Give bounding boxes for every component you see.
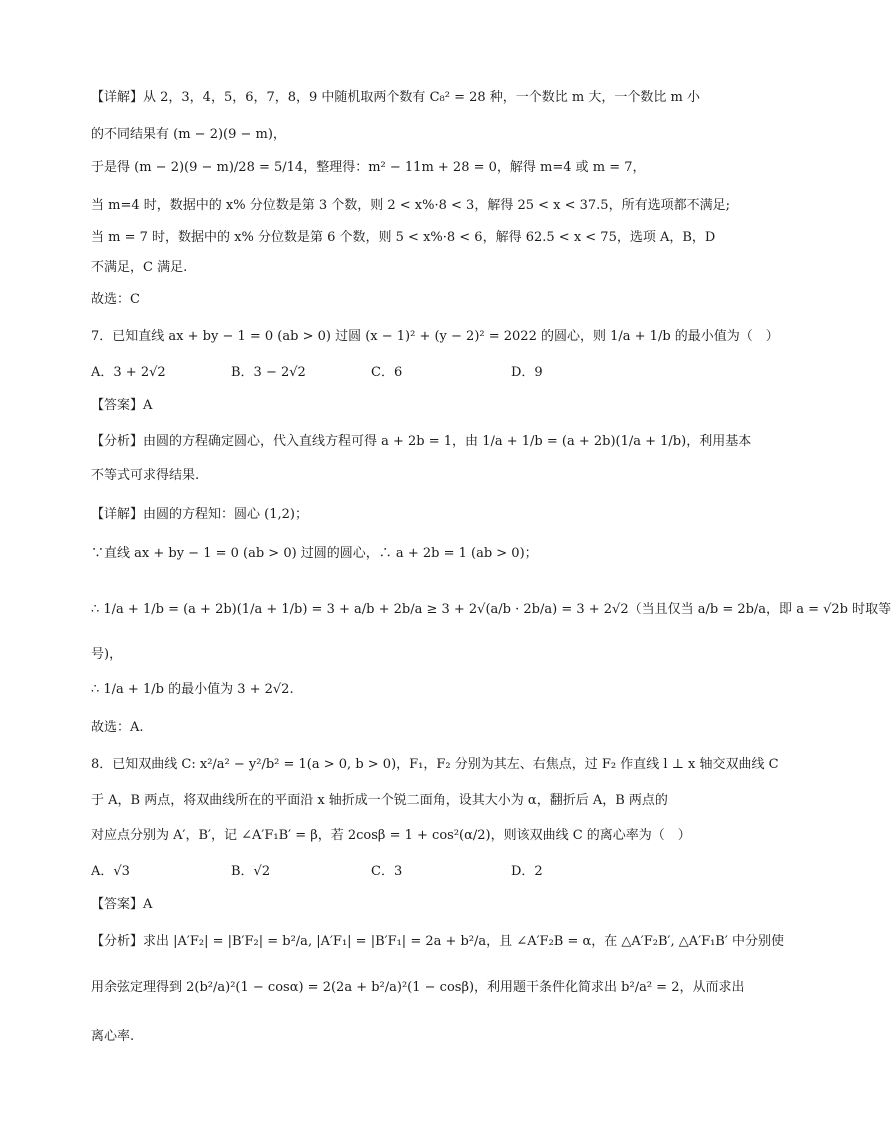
question-7-options xyxy=(91,363,706,383)
q8-option-b: B．√2 xyxy=(231,864,271,879)
q8-analysis-line-3: 离心率. xyxy=(91,1029,135,1044)
q8-option-d: D．2 xyxy=(511,864,543,879)
q8-analysis-line-2: 用余弦定理得到 2(b²/a)²(1 − cosα) = 2(2a + b²/a)²(1 − cosβ)，利用题干条件化简求出 b²/a² = 2，从而求出 xyxy=(91,980,745,995)
q7-detail-line-3: ∴ 1/a + 1/b = (a + 2b)(1/a + 1/b) = 3 + a/b + 2b/a ≥ 3 + 2√(a/b · 2b/a) = 3 + 2√2（当且仅当 a/b = 2b/a，即 a = √2b 时取等 xyxy=(91,602,891,617)
q8-answer: 【答案】A xyxy=(91,897,153,912)
solution-detail-line-2: 的不同结果有 (m − 2)(9 − m)， xyxy=(91,127,286,142)
question-8-stem-line-3: 对应点分别为 A′，B′，记 ∠A′F₁B′ = β，若 2cosβ = 1 + cos²(α/2)，则该双曲线 C 的离心率为（ ） xyxy=(91,828,691,843)
q7-analysis-line-2: 不等式可求得结果. xyxy=(91,468,200,483)
q7-detail-line-2: ∵直线 ax + by − 1 = 0 (ab > 0) 过圆的圆心，∴ a + 2b = 1 (ab > 0)； xyxy=(91,546,538,561)
q7-detail-line-1: 【详解】由圆的方程知：圆心 (1,2)； xyxy=(91,507,308,522)
q8-option-c: C．3 xyxy=(371,864,403,879)
q7-option-a: A．3 + 2√2 xyxy=(91,365,166,380)
solution-detail-line-1: 【详解】从 2，3，4，5，6，7，8，9 中随机取两个数有 C₈² = 28 种，一个数比 m 大，一个数比 m 小 xyxy=(91,90,700,105)
q8-analysis-line-1: 【分析】求出 |A′F₂| = |B′F₂| = b²/a, |A′F₁| = |B′F₁| = 2a + b²/a，且 ∠A′F₂B = α，在 △A′F₂B′, △A′F₁B′ 中分别使 xyxy=(91,934,784,949)
question-8-stem-line-1: 8．已知双曲线 C: x²/a² − y²/b² = 1(a > 0, b > 0)，F₁，F₂ 分别为其左、右焦点，过 F₂ 作直线 l ⊥ x 轴交双曲线 C xyxy=(91,757,779,772)
solution-detail-line-5: 当 m = 7 时，数据中的 x% 分位数是第 6 个数，则 5 < x%·8 < 6，解得 62.5 < x < 75，选项 A，B，D xyxy=(91,230,716,245)
q7-option-c: C．6 xyxy=(371,365,403,380)
q7-option-d: D．9 xyxy=(511,365,543,380)
q7-answer: 【答案】A xyxy=(91,398,153,413)
q7-analysis-line-1: 【分析】由圆的方程确定圆心，代入直线方程可得 a + 2b = 1，由 1/a + 1/b = (a + 2b)(1/a + 1/b)，利用基本 xyxy=(91,434,752,449)
q8-option-a: A．√3 xyxy=(91,864,130,879)
question-7-stem: 7．已知直线 ax + by − 1 = 0 (ab > 0) 过圆 (x − 1)² + (y − 2)² = 2022 的圆心，则 1/a + 1/b 的最小值为（ ） xyxy=(91,329,779,344)
q7-detail-line-4: 号)， xyxy=(91,647,123,662)
q7-option-b: B．3 − 2√2 xyxy=(231,365,306,380)
solution-detail-line-6: 不满足，C 满足. xyxy=(91,260,188,275)
question-8-options xyxy=(91,862,706,882)
solution-detail-line-3: 于是得 (m − 2)(9 − m)/28 = 5/14，整理得：m² − 11m + 28 = 0，解得 m=4 或 m = 7， xyxy=(91,160,646,175)
question-8-stem-line-2: 于 A，B 两点，将双曲线所在的平面沿 x 轴折成一个锐二面角，设其大小为 α，翻折后 A，B 两点的 xyxy=(91,793,668,808)
q7-select: 故选：A. xyxy=(91,720,144,735)
solution-detail-line-4: 当 m=4 时，数据中的 x% 分位数是第 3 个数，则 2 < x%·8 < 3，解得 25 < x < 37.5，所有选项都不满足; xyxy=(91,198,730,213)
answer-choice-line: 故选：C xyxy=(91,292,140,307)
q7-detail-line-5: ∴ 1/a + 1/b 的最小值为 3 + 2√2. xyxy=(91,682,294,697)
